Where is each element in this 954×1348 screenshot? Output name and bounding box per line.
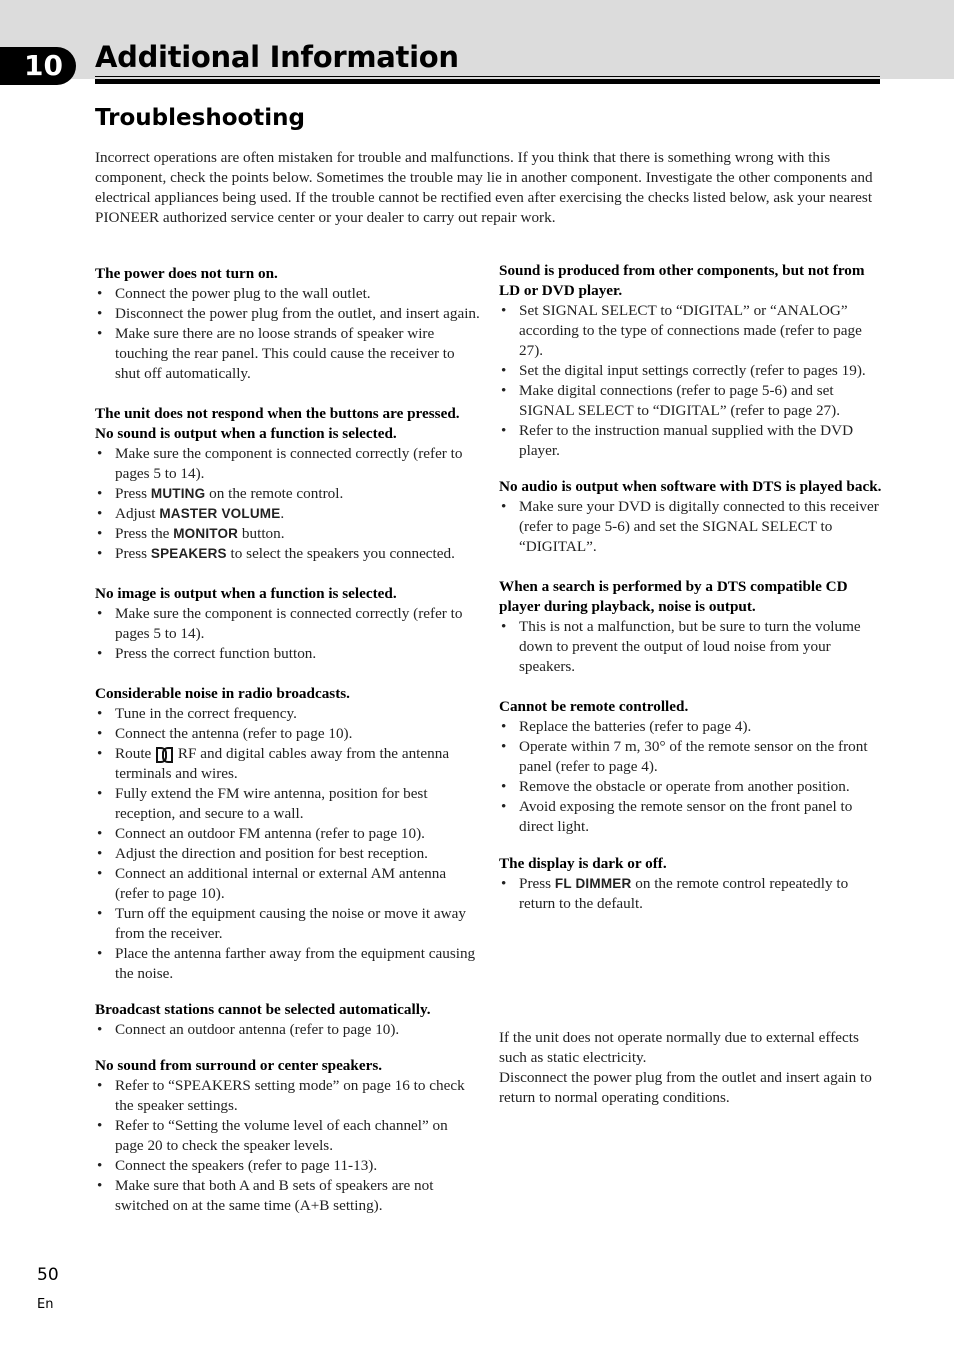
problem-surround-speakers xyxy=(95,1056,480,1216)
section-title: Troubleshooting xyxy=(95,105,306,131)
button-name-fl-dimmer: FL DIMMER xyxy=(554,876,632,891)
right-column xyxy=(499,261,884,934)
intro-paragraph: Incorrect operations are often mistaken for trouble and malfunctions. If you think that there is something wrong with this component, check the points below. Sometimes the trouble may lie in another component. Investigate the other components and electrical appliances being used. If the trouble cannot be rectified even after exercising the checks listed below, ask your nearest PIONEER authorized service center or your dealer to carry out repair work. xyxy=(95,149,873,226)
solution-item: • Connect the speakers (refer to page 11-13). xyxy=(95,1156,480,1176)
dolby-logo-icon xyxy=(156,747,173,759)
solution-item: • Make sure the component is connected correctly (refer to pages 5 to 14). xyxy=(95,444,480,484)
solution-item: • Make digital connections (refer to page 5-6) and set SIGNAL SELECT to “DIGITAL” (refer to page 27). xyxy=(499,381,884,421)
header-rule-thin xyxy=(95,76,880,77)
text-run: . xyxy=(280,505,285,522)
header-rule-thick xyxy=(95,79,880,84)
text-run: Route xyxy=(115,745,156,762)
text-run: Press xyxy=(115,485,151,502)
solution-list xyxy=(95,284,480,384)
text-run: RF and digital cables away from the antenna terminals and wires. xyxy=(115,745,450,782)
problem-heading: When a search is performed by a DTS compatible CD player during playback, noise is output. xyxy=(499,578,848,615)
text-run: Adjust xyxy=(115,505,160,522)
solution-item: • Disconnect the power plug from the outlet, and insert again. xyxy=(95,304,480,324)
text-run: on the remote control repeatedly to return to the default. xyxy=(519,875,849,912)
solution-item: • Tune in the correct frequency. xyxy=(95,704,480,724)
solution-item xyxy=(95,524,480,544)
text-run: Press xyxy=(519,875,555,892)
solution-item: • Replace the batteries (refer to page 4). xyxy=(499,717,884,737)
chapter-title: Additional Information xyxy=(95,40,459,74)
solution-item: • Make sure the component is connected correctly (refer to pages 5 to 14). xyxy=(95,604,480,644)
solution-item: • Refer to the instruction manual supplied with the DVD player. xyxy=(499,421,884,461)
static-electricity-note xyxy=(499,1028,884,1108)
problem-heading: No image is output when a function is selected. xyxy=(95,585,397,602)
solution-item: • Fully extend the FM wire antenna, position for best reception, and secure to a wall. xyxy=(95,784,480,824)
solution-item: • Press the correct function button. xyxy=(95,644,480,664)
problem-heading: The power does not turn on. xyxy=(95,265,278,282)
solution-list xyxy=(499,301,884,461)
problem-ld-dvd-sound xyxy=(499,261,884,461)
problem-heading: No audio is output when software with DTS is played back. xyxy=(499,478,882,495)
solution-item xyxy=(499,874,884,914)
problem-display-dark xyxy=(499,854,884,914)
solution-list xyxy=(95,1020,480,1040)
solution-list xyxy=(499,617,884,677)
solution-list xyxy=(95,1076,480,1216)
solution-item xyxy=(95,744,480,784)
problem-heading: Considerable noise in radio broadcasts. xyxy=(95,685,350,702)
note-line: If the unit does not operate normally due to external effects such as static electricity. xyxy=(499,1029,859,1066)
solution-item xyxy=(95,484,480,504)
solution-item: • Connect an additional internal or external AM antenna (refer to page 10). xyxy=(95,864,480,904)
button-name-monitor: MONITOR xyxy=(173,526,239,541)
solution-item: • Connect an outdoor antenna (refer to page 10). xyxy=(95,1020,480,1040)
problem-heading: No sound from surround or center speakers. xyxy=(95,1057,383,1074)
problem-auto-tune xyxy=(95,1000,480,1040)
problem-heading: Sound is produced from other components, but not from LD or DVD player. xyxy=(499,262,865,299)
solution-item: • Connect an outdoor FM antenna (refer to page 10). xyxy=(95,824,480,844)
solution-item: • Adjust the direction and position for best reception. xyxy=(95,844,480,864)
text-run: on the remote control. xyxy=(205,485,344,502)
problem-dts-search-noise xyxy=(499,577,884,677)
solution-item: • Connect the power plug to the wall outlet. xyxy=(95,284,480,304)
solution-list xyxy=(499,717,884,837)
solution-item: • Refer to “SPEAKERS setting mode” on page 16 to check the speaker settings. xyxy=(95,1076,480,1116)
solution-list xyxy=(499,497,884,557)
problem-heading: The display is dark or off. xyxy=(499,855,667,872)
problem-dts-audio xyxy=(499,477,884,557)
problem-no-response xyxy=(95,404,480,564)
solution-item: • Connect the antenna (refer to page 10). xyxy=(95,724,480,744)
problem-heading: The unit does not respond when the buttons are pressed. xyxy=(95,405,460,422)
solution-item: • Place the antenna farther away from the equipment causing the noise. xyxy=(95,944,480,984)
button-name-muting: MUTING xyxy=(150,486,206,501)
solution-list xyxy=(95,444,480,564)
text-run: button. xyxy=(238,525,285,542)
solution-item: • Make sure your DVD is digitally connected to this receiver (refer to page 5-6) and set the SIGNAL SELECT to “DIGITAL”. xyxy=(499,497,884,557)
problem-power xyxy=(95,264,480,384)
solution-item: • Remove the obstacle or operate from another position. xyxy=(499,777,884,797)
solution-item: • Refer to “Setting the volume level of each channel” on page 20 to check the speaker levels. xyxy=(95,1116,480,1156)
problem-remote-control xyxy=(499,697,884,837)
problem-heading: No sound is output when a function is selected. xyxy=(95,425,397,442)
problem-heading: Cannot be remote controlled. xyxy=(499,698,689,715)
text-run: to select the speakers you connected. xyxy=(226,545,455,562)
left-column xyxy=(95,264,480,1236)
language-code: En xyxy=(37,1297,54,1312)
solution-item: • Avoid exposing the remote sensor on the front panel to direct light. xyxy=(499,797,884,837)
button-name-speakers: SPEAKERS xyxy=(150,546,227,561)
chapter-number-tab: 10 xyxy=(0,47,76,85)
solution-item: • Turn off the equipment causing the noise or move it away from the receiver. xyxy=(95,904,480,944)
solution-list xyxy=(95,704,480,984)
button-name-master-volume: MASTER VOLUME xyxy=(159,506,281,521)
solution-list xyxy=(499,874,884,914)
solution-item: • Make sure there are no loose strands of speaker wire touching the rear panel. This could cause the receiver to shut off automatically. xyxy=(95,324,480,384)
solution-list xyxy=(95,604,480,664)
solution-item: • Set SIGNAL SELECT to “DIGITAL” or “ANALOG” according to the type of connections made (refer to page 27). xyxy=(499,301,884,361)
problem-no-image xyxy=(95,584,480,664)
problem-radio-noise xyxy=(95,684,480,984)
solution-item xyxy=(95,504,480,524)
solution-item: • Set the digital input settings correctly (refer to pages 19). xyxy=(499,361,884,381)
solution-item xyxy=(95,544,480,564)
solution-item: • This is not a malfunction, but be sure to turn the volume down to prevent the output of loud noise from your speakers. xyxy=(499,617,884,677)
solution-item: • Operate within 7 m, 30° of the remote sensor on the front panel (refer to page 4). xyxy=(499,737,884,777)
text-run: Press the xyxy=(115,525,174,542)
note-line: Disconnect the power plug from the outlet and insert again to return to normal operating conditions. xyxy=(499,1069,872,1106)
text-run: Press xyxy=(115,545,151,562)
solution-item: • Make sure that both A and B sets of speakers are not switched on at the same time (A+B setting). xyxy=(95,1176,480,1216)
page-number: 50 xyxy=(37,1265,59,1285)
problem-heading: Broadcast stations cannot be selected automatically. xyxy=(95,1001,431,1018)
